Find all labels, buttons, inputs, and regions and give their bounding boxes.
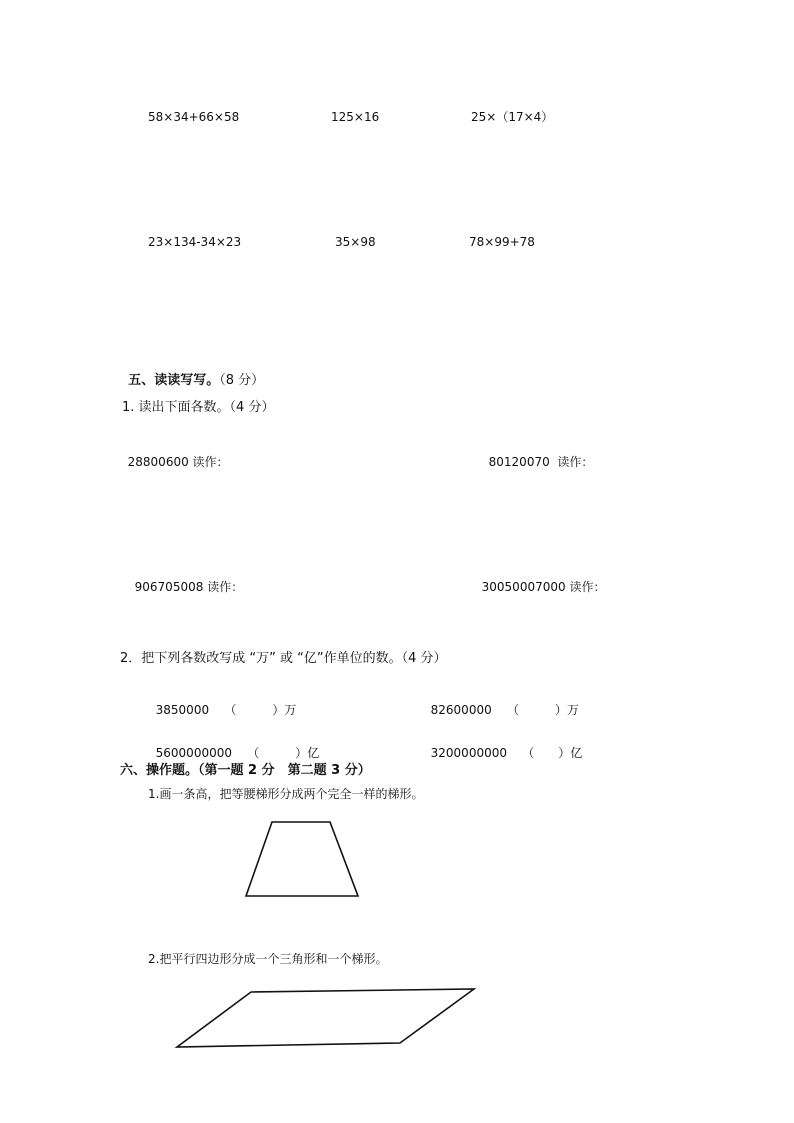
section-5-q2-title: 2．把下列各数改写成 “万” 或 “亿”作单位的数。（4 分）	[120, 651, 447, 666]
convert-blank: （ ）万	[506, 703, 579, 717]
read-number: 80120070	[488, 455, 550, 469]
convert-number: 3850000	[155, 703, 210, 717]
calc-expr-6: 78×99+78	[469, 235, 535, 249]
convert-number: 5600000000	[155, 746, 232, 760]
calc-expr-2: 125×16	[331, 110, 380, 124]
section-6-title: 六、操作题。（第一题 2 分 第二题 3 分）	[120, 763, 371, 778]
section-5-title: 五、读读写写。	[128, 373, 220, 388]
convert-blank: （ ）亿	[247, 746, 320, 760]
section-6-q1: 1.画一条高，把等腰梯形分成两个完全一样的梯形。	[148, 787, 424, 801]
convert-blank: （ ）万	[224, 703, 297, 717]
parallelogram	[177, 989, 474, 1047]
section-6-q2: 2.把平行四边形分成一个三角形和一个梯形。	[148, 952, 388, 966]
section-5-score: （8 分）	[219, 373, 265, 388]
calc-expr-4: 23×134-34×23	[148, 235, 242, 249]
read-label: 读作：	[569, 580, 606, 594]
read-label: 读作：	[557, 455, 594, 469]
read-number: 30050007000	[481, 580, 566, 594]
convert-blank: （ ）亿	[522, 746, 583, 760]
read-number: 906705008	[134, 580, 204, 594]
isosceles-trapezoid	[246, 822, 358, 896]
calc-expr-3: 25×（17×4）	[471, 110, 554, 124]
read-label: 读作：	[207, 580, 244, 594]
read-number: 28800600	[127, 455, 189, 469]
convert-number: 3200000000	[430, 746, 507, 760]
calc-expr-5: 35×98	[335, 235, 376, 249]
read-label: 读作：	[192, 455, 229, 469]
calc-expr-1: 58×34+66×58	[148, 110, 240, 124]
convert-number: 82600000	[430, 703, 492, 717]
section-5-q1-title: 1. 读出下面各数。（4 分）	[122, 400, 275, 415]
